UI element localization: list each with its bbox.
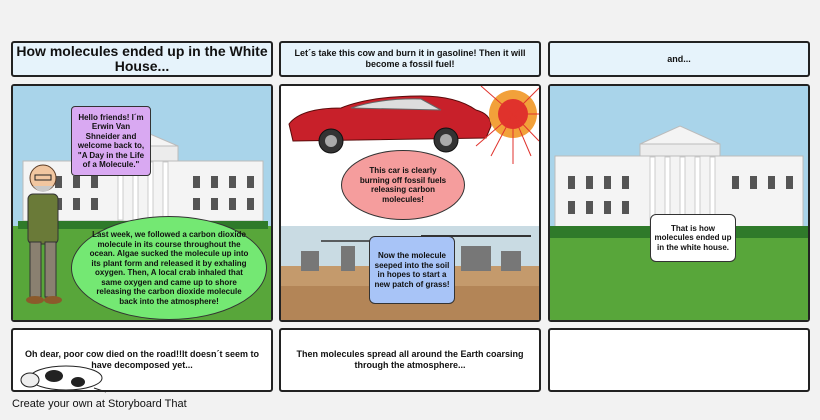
panel3-scene	[548, 84, 810, 322]
speech-bubble-soil: Now the molecule seeped into the soil in hopes to start a new patch of grass!	[369, 236, 455, 304]
panel3-title: and...	[667, 54, 691, 64]
speech-bubble-car: This car is clearly burning off fossil fuels releasing carbon molecules!	[341, 150, 465, 220]
speech-bubble-story: Last week, we followed a carbon dioxide molecule in its course throughout the ocean. Algae sucked the molecule up into its plant form and released it by exhaling oxygen. Then, A local crab inhaled that same oxygen and came up to shore releasing the carbon dioxide molecule back into the atmosphere!	[71, 216, 267, 320]
panel3-title-box	[548, 41, 810, 77]
panel1-title-box	[11, 41, 273, 77]
panel1-title: How molecules ended up in the White House...	[16, 43, 268, 74]
white-house-scene-3	[550, 86, 808, 320]
speech-bubble-end: That is how molecules ended up in the white house.	[650, 214, 736, 262]
speech-bubble-intro: Hello friends! I´m Erwin Van Shneider and welcome back to, "A Day in the Life of a Molecule."	[71, 106, 151, 176]
cow-illustration	[16, 360, 116, 394]
panel2-title: Let´s take this cow and burn it in gasoline! Then it will become a fossil fuel!	[294, 48, 526, 69]
panel2-scene	[279, 84, 541, 322]
panel2-title-box	[279, 41, 541, 77]
panel1-scene	[11, 84, 273, 322]
panel1-bottom-caption: Oh dear, poor cow died on the road!!It doesn´t seem to have decomposed yet...	[11, 328, 273, 392]
panel2-bottom-caption: Then molecules spread all around the Earth coarsing through the atmosphere...	[279, 328, 541, 392]
panel3-bottom-caption	[548, 328, 810, 392]
storyboard-footer-link[interactable]: Create your own at Storyboard That	[12, 398, 187, 410]
